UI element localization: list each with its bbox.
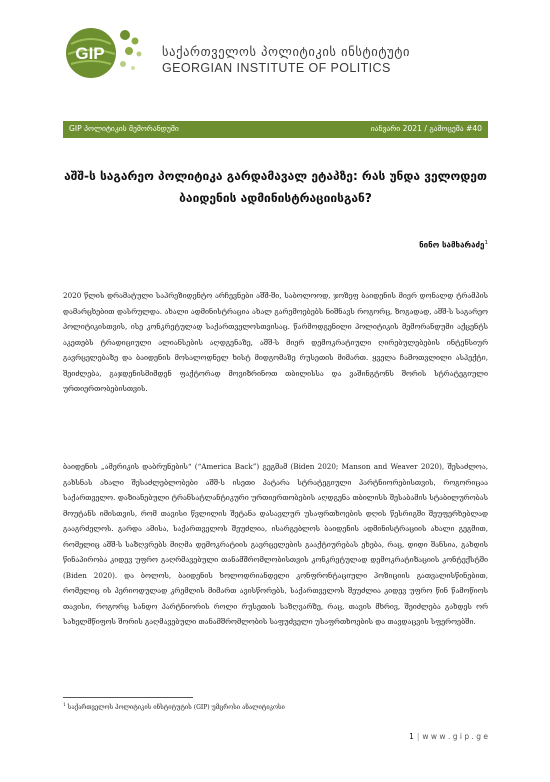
gip-logo xyxy=(63,24,147,82)
paragraph-1: 2020 წლის დრამატული საპრეზიდენტო არჩევნები აშშ-ში, საბოლოოდ, ჯოზეფ ბაიდენის მიერ დონალდ ტრამპის დამარცხებით დასრულდა. ახალი ადმინისტრაცია ახალ გარემოებებს ნიშნავს როგორც, ზოგადად, აშშ-ს საგარეო პოლიტიკისთვის, ისე კონკრეტულად საქართველოსთვისაც. წარმოდგენილი პოლიტიკის მემორანდუმი აქცენტს აკეთებს ტრადიციული ალიანსების აღდგენაზე, აშშ-ს მიერ დემოკრატიული ღირებულებების ინტენსიურ გავრცელებაზე და ბაიდენის მოსალოდნელ ხისტ მიდგომაზე რუსეთის მიმართ. ყველა ჩამოთვლილი ასპექტი, შეიძლება, გაჯდენისმიმდენ ფაქტორად მოვიზრინოთ თბილისსა და ვაშინგტონს შორის სტრატეგიული ურთიერთობებისთვის. xyxy=(63,291,488,393)
website-link[interactable]: w w w . g i p . g e xyxy=(422,732,488,741)
issue-label: იანვარი 2021 / გამოცემა #40 xyxy=(370,124,482,133)
author-line xyxy=(419,240,488,250)
author-footnote-mark: 1 xyxy=(484,240,488,246)
logo-text: GIP xyxy=(75,44,105,63)
org-name-georgian: საქართველოს პოლიტიკის ინსტიტუტი xyxy=(162,44,411,59)
page-footer xyxy=(409,732,488,741)
org-name-english: GEORGIAN INSTITUTE OF POLITICS xyxy=(162,61,391,75)
series-label: GIP პოლიტიკის მემორანდუმი xyxy=(69,124,179,133)
page-number: 1 xyxy=(409,732,414,741)
paragraph-2: ბაიდენის „ამერიკის დაბრუნების“ (“America Back”) გეგმამ (Biden 2020; Manson and Weaver 2020), შესაძლოა, გახსნას ახალი შესაძლებლობები აშშ-ს ისეთი პატარა სტრატეგიული პარტნიორებისთვის, როგორიცაა საქართველო. დაზიანებული ტრანსატლანტიკური ურთიერთობების აღდგენა თბილისს შესაბამის სტაბილურობას მოუტანს იმისთვის, რომ თავისი წვლილის შეტანა დასავლურ უსაფრთხოების დღის წესრიგში შეუფერხებლად გააგრძელოს. გარდა ამისა, საქართველოს შეუძლია, ისარგებლოს ბაიდენის ადმინისტრაციის ახალი გეგმით, რომელიც აშშ-ს საზღვრებს მიღმა დემოკრატიის გავრცელების გააქტიურებას ეხება, რაც, დიდი შანსია, გახდის წინაპირობა კიდევ უფრო გაღრმავებული თანამშრომლობისთვის კონკრეტულად დემოკრატიზაციის კონტექსტში (Biden 2020). და ბოლოს, ბაიდენის ხოლოდრიანდელი კონფრონტაციული პოზიციის გათვალისწინებით, რომელიც ის პერიოდულად კრემლის მიმართ ავისწორებს, საქართველოს შეუძლია კიდევ უფრო წინ წამოწიოს თავისი, როგორც სანდო პარტნიორის როლი რუსეთის საზღვარზე, რაც, თავის მხრივ, შეიძლება გახდეს ორ სახელმწიფოს შორის გაღმავებული თანამშრომლობის საფუძველი უსაფრთხოების და თავდაცვის სფეროებში. xyxy=(63,462,488,626)
author-name: ნინო სამხარაძე xyxy=(419,240,485,250)
document-title: აშშ-ს საგარეო პოლიტიკა გარდამავალ ეტაპზე: რას უნდა ველოდეთ ბაიდენის ადმინისტრაციისგან? xyxy=(64,169,487,205)
footnote-divider xyxy=(63,697,193,698)
memo-header-band xyxy=(63,121,488,138)
footnote xyxy=(63,703,285,711)
footer-separator: | xyxy=(416,732,420,741)
footnote-text: საქართველოს პოლიტიკის ინსტიტუტის (GIP) უმცროსი ანალიტიკოსი xyxy=(67,704,285,711)
footnote-mark: 1 xyxy=(63,703,66,708)
